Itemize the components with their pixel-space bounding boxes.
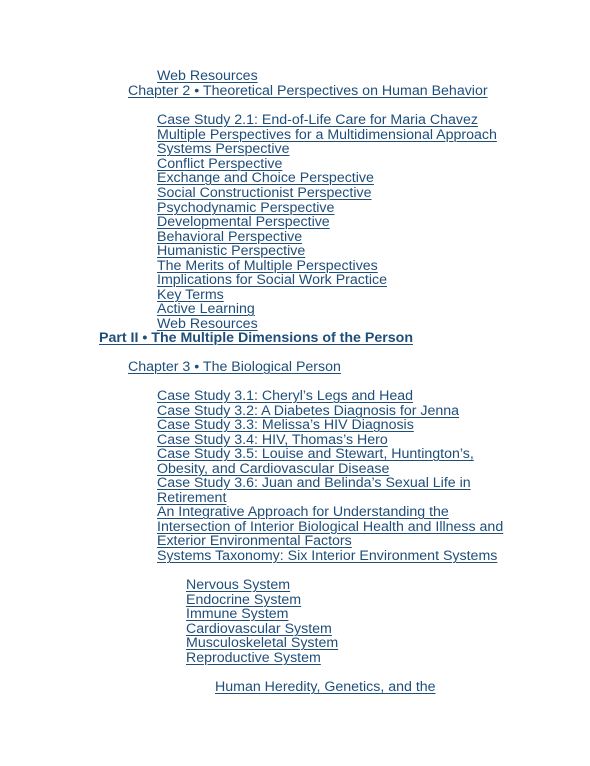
- toc-link-chapter-2[interactable]: Chapter 2 • Theoretical Perspectives on Human Behavior: [128, 83, 488, 99]
- toc-link-systems-perspective[interactable]: Systems Perspective: [157, 141, 290, 157]
- toc-link-exchange-choice-perspective[interactable]: Exchange and Choice Perspective: [157, 170, 374, 186]
- toc-link-humanistic-perspective[interactable]: Humanistic Perspective: [157, 243, 306, 259]
- toc-link-human-heredity[interactable]: Human Heredity, Genetics, and the: [215, 679, 436, 695]
- toc-link-case-study-3-2[interactable]: Case Study 3.2: A Diabetes Diagnosis for Jenna: [157, 403, 460, 419]
- toc-link-part-2[interactable]: Part II • The Multiple Dimensions of the Person: [99, 330, 413, 346]
- toc-link-chapter-3[interactable]: Chapter 3 • The Biological Person: [128, 359, 341, 375]
- toc-link-web-resources[interactable]: Web Resources: [157, 316, 258, 332]
- toc-link-musculoskeletal-system[interactable]: Musculoskeletal System: [186, 635, 339, 651]
- toc-link-case-study-3-5[interactable]: Case Study 3.5: Louise and Stewart, Huntington’s, Obesity, and Cardiovascular Disease: [157, 446, 474, 477]
- toc-link-multiple-perspectives[interactable]: Multiple Perspectives for a Multidimensional Approach: [157, 127, 497, 143]
- toc-link-case-study-3-4[interactable]: Case Study 3.4: HIV, Thomas’s Hero: [157, 432, 388, 448]
- toc-link-case-study-3-1[interactable]: Case Study 3.1: Cheryl’s Legs and Head: [157, 388, 414, 404]
- toc-link-implications-social-work[interactable]: Implications for Social Work Practice: [157, 272, 387, 288]
- toc-link-endocrine-system[interactable]: Endocrine System: [186, 592, 302, 608]
- toc-link-conflict-perspective[interactable]: Conflict Perspective: [157, 156, 283, 172]
- toc-link-developmental-perspective[interactable]: Developmental Perspective: [157, 214, 330, 230]
- toc-link-nervous-system[interactable]: Nervous System: [186, 577, 291, 593]
- toc-link-immune-system[interactable]: Immune System: [186, 606, 289, 622]
- toc-link-systems-taxonomy[interactable]: Systems Taxonomy: Six Interior Environment Systems: [157, 548, 498, 564]
- toc-link-psychodynamic-perspective[interactable]: Psychodynamic Perspective: [157, 200, 335, 216]
- toc-link-case-study-3-3[interactable]: Case Study 3.3: Melissa’s HIV Diagnosis: [157, 417, 414, 433]
- toc-link-merits-multiple-perspectives[interactable]: The Merits of Multiple Perspectives: [157, 258, 378, 274]
- toc-link-web-resources[interactable]: Web Resources: [157, 68, 258, 84]
- toc-link-integrative-approach[interactable]: An Integrative Approach for Understanding the Intersection of Interior Biological Health and Illness and Exterior Environmental Factors: [157, 504, 504, 550]
- toc-link-case-study-2-1[interactable]: Case Study 2.1: End-of-Life Care for Maria Chavez: [157, 112, 478, 128]
- toc-link-behavioral-perspective[interactable]: Behavioral Perspective: [157, 229, 303, 245]
- toc-link-case-study-3-6[interactable]: Case Study 3.6: Juan and Belinda’s Sexual Life in Retirement: [157, 475, 471, 506]
- toc-link-reproductive-system[interactable]: Reproductive System: [186, 650, 321, 666]
- toc-link-active-learning[interactable]: Active Learning: [157, 301, 255, 317]
- toc-link-social-constructionist-perspective[interactable]: Social Constructionist Perspective: [157, 185, 372, 201]
- toc-link-key-terms[interactable]: Key Terms: [157, 287, 224, 303]
- toc-link-cardiovascular-system[interactable]: Cardiovascular System: [186, 621, 332, 637]
